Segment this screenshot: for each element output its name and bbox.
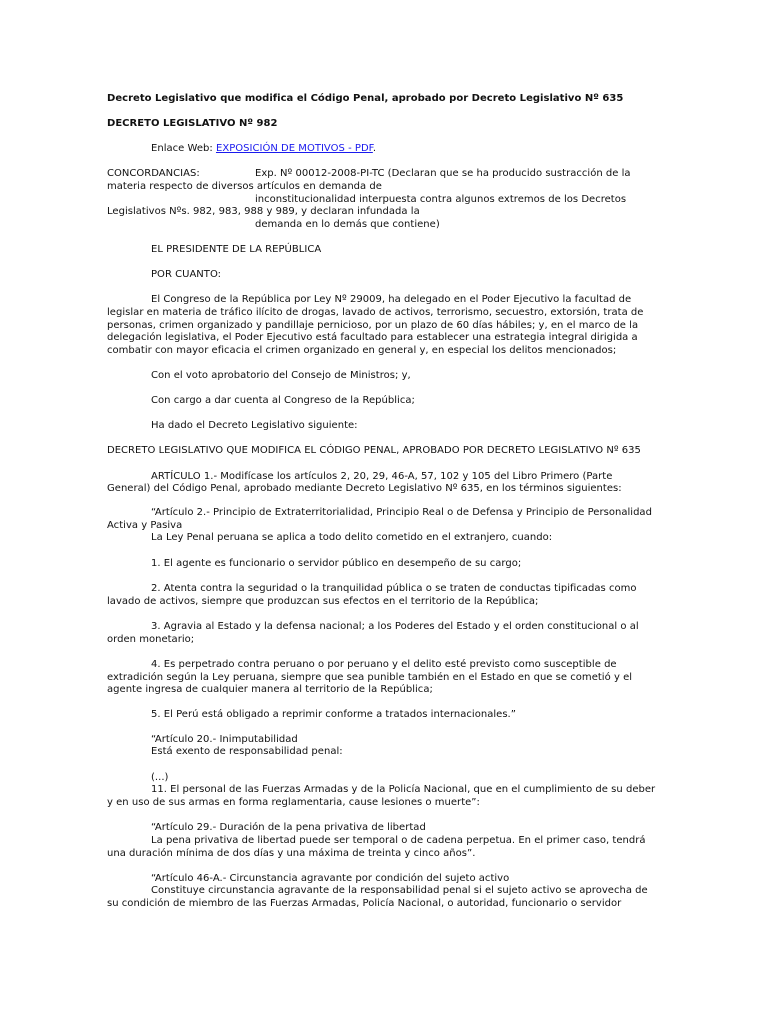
- paragraph-line: “Artículo 2.- Principio de Extraterritorialidad, Principio Real o de Defensa y Principio de Personalidad: [151, 507, 652, 518]
- paragraph-line: General) del Código Penal, aprobado mediante Decreto Legislativo Nº 635, en los términos siguientes:: [107, 483, 622, 494]
- decree-title: DECRETO LEGISLATIVO QUE MODIFICA EL CÓDIGO PENAL, APROBADO POR DECRETO LEGISLATIVO Nº 635: [107, 445, 641, 456]
- list-item: lavado de activos, siempre que produzcan sus efectos en el territorio de la República;: [107, 596, 539, 607]
- paragraph-line: ARTÍCULO 1.- Modifícase los artículos 2, 20, 29, 46-A, 57, 102 y 105 del Libro Primero (Parte: [151, 471, 613, 482]
- web-link-line: [151, 143, 376, 155]
- list-item: 2. Atenta contra la seguridad o la tranquilidad pública o se traten de conductas tipificadas como: [151, 583, 637, 594]
- list-item: orden monetario;: [107, 634, 195, 645]
- concordancias-label: CONCORDANCIAS:: [107, 168, 200, 179]
- list-item: 4. Es perpetrado contra peruano o por peruano y el delito esté previsto como susceptible de: [151, 659, 617, 670]
- list-item: 1. El agente es funcionario o servidor público en desempeño de su cargo;: [151, 558, 522, 569]
- paragraph-line: una duración mínima de dos días y una máxima de treinta y cinco años”.: [107, 848, 476, 859]
- list-item: y en uso de sus armas en forma reglamentaria, cause lesiones o muerte”:: [107, 797, 480, 808]
- web-link-suffix: .: [372, 143, 377, 154]
- paragraph-line: Está exento de responsabilidad penal:: [151, 746, 343, 757]
- paragraph-line: Ha dado el Decreto Legislativo siguiente:: [151, 420, 358, 431]
- paragraph-line: La Ley Penal peruana se aplica a todo delito cometido en el extranjero, cuando:: [151, 532, 553, 543]
- paragraph-line: Constituye circunstancia agravante de la responsabilidad penal si el sujeto activo se aprovecha de: [151, 885, 648, 896]
- concordancias-text: demanda en lo demás que contiene): [255, 219, 440, 230]
- list-item: 3. Agravia al Estado y la defensa nacional; a los Poderes del Estado y el orden constitucional o al: [151, 621, 639, 632]
- concordancias-text: Legislativos Nºs. 982, 983, 988 y 989, y declaran infundada la: [107, 206, 420, 217]
- paragraph-line: La pena privativa de libertad puede ser temporal o de cadena perpetua. En el primer caso, tendrá: [151, 835, 646, 846]
- por-cuanto-line: POR CUANTO:: [151, 269, 222, 280]
- presidente-line: EL PRESIDENTE DE LA REPÚBLICA: [151, 244, 322, 255]
- concordancias-text: Exp. Nº 00012-2008-PI-TC (Declaran que se ha producido sustracción de la: [255, 168, 631, 179]
- paragraph-line: su condición de miembro de las Fuerzas Armadas, Policía Nacional, o autoridad, funcionario o servidor: [107, 898, 622, 909]
- web-link-label: Enlace Web:: [151, 143, 216, 154]
- decree-number: DECRETO LEGISLATIVO Nº 982: [107, 118, 278, 129]
- list-item: agente ingresa de cualquier manera al territorio de la República;: [107, 684, 433, 695]
- concordancias-text: inconstitucionalidad interpuesta contra algunos extremos de los Decretos: [255, 194, 627, 205]
- paragraph-line: “Artículo 46-A.- Circunstancia agravante por condición del sujeto activo: [151, 873, 510, 884]
- paragraph-line: “Artículo 29.- Duración de la pena privativa de libertad: [151, 822, 426, 833]
- paragraph-line: “Artículo 20.- Inimputabilidad: [151, 734, 298, 745]
- exposicion-motivos-link[interactable]: EXPOSICIÓN DE MOTIVOS - PDF: [215, 143, 373, 154]
- list-item: 11. El personal de las Fuerzas Armadas y de la Policía Nacional, que en el cumplimiento de su deber: [151, 784, 656, 795]
- ellipsis: (...): [151, 772, 169, 783]
- list-item: extradición según la Ley peruana, siempre que sea punible también en el Estado en que se cometió y el: [107, 672, 633, 683]
- document-heading: Decreto Legislativo que modifica el Código Penal, aprobado por Decreto Legislativo Nº 635: [107, 93, 624, 104]
- paragraph-line: combatir con mayor eficacia el crimen organizado en general y, en especial los delitos mencionados;: [107, 345, 617, 356]
- list-item: 5. El Perú está obligado a reprimir conforme a tratados internacionales.”: [151, 709, 516, 720]
- paragraph-line: Con el voto aprobatorio del Consejo de Ministros; y,: [151, 370, 411, 381]
- paragraph-line: El Congreso de la República por Ley Nº 29009, ha delegado en el Poder Ejecutivo la facultad de: [151, 294, 632, 305]
- paragraph-line: Con cargo a dar cuenta al Congreso de la República;: [151, 395, 415, 406]
- paragraph-line: personas, crimen organizado y pandillaje pernicioso, por un plazo de 60 días hábiles; y, en el marco de la: [107, 320, 639, 331]
- paragraph-line: delegación legislativa, el Poder Ejecutivo está facultado para establecer una estrategia integral dirigida a: [107, 332, 638, 343]
- paragraph-line: Activa y Pasiva: [107, 520, 183, 531]
- concordancias-text: materia respecto de diversos artículos en demanda de: [107, 181, 382, 192]
- paragraph-line: legislar en materia de tráfico ilícito de drogas, lavado de activos, terrorismo, secuestro, extorsión, trata de: [107, 307, 644, 318]
